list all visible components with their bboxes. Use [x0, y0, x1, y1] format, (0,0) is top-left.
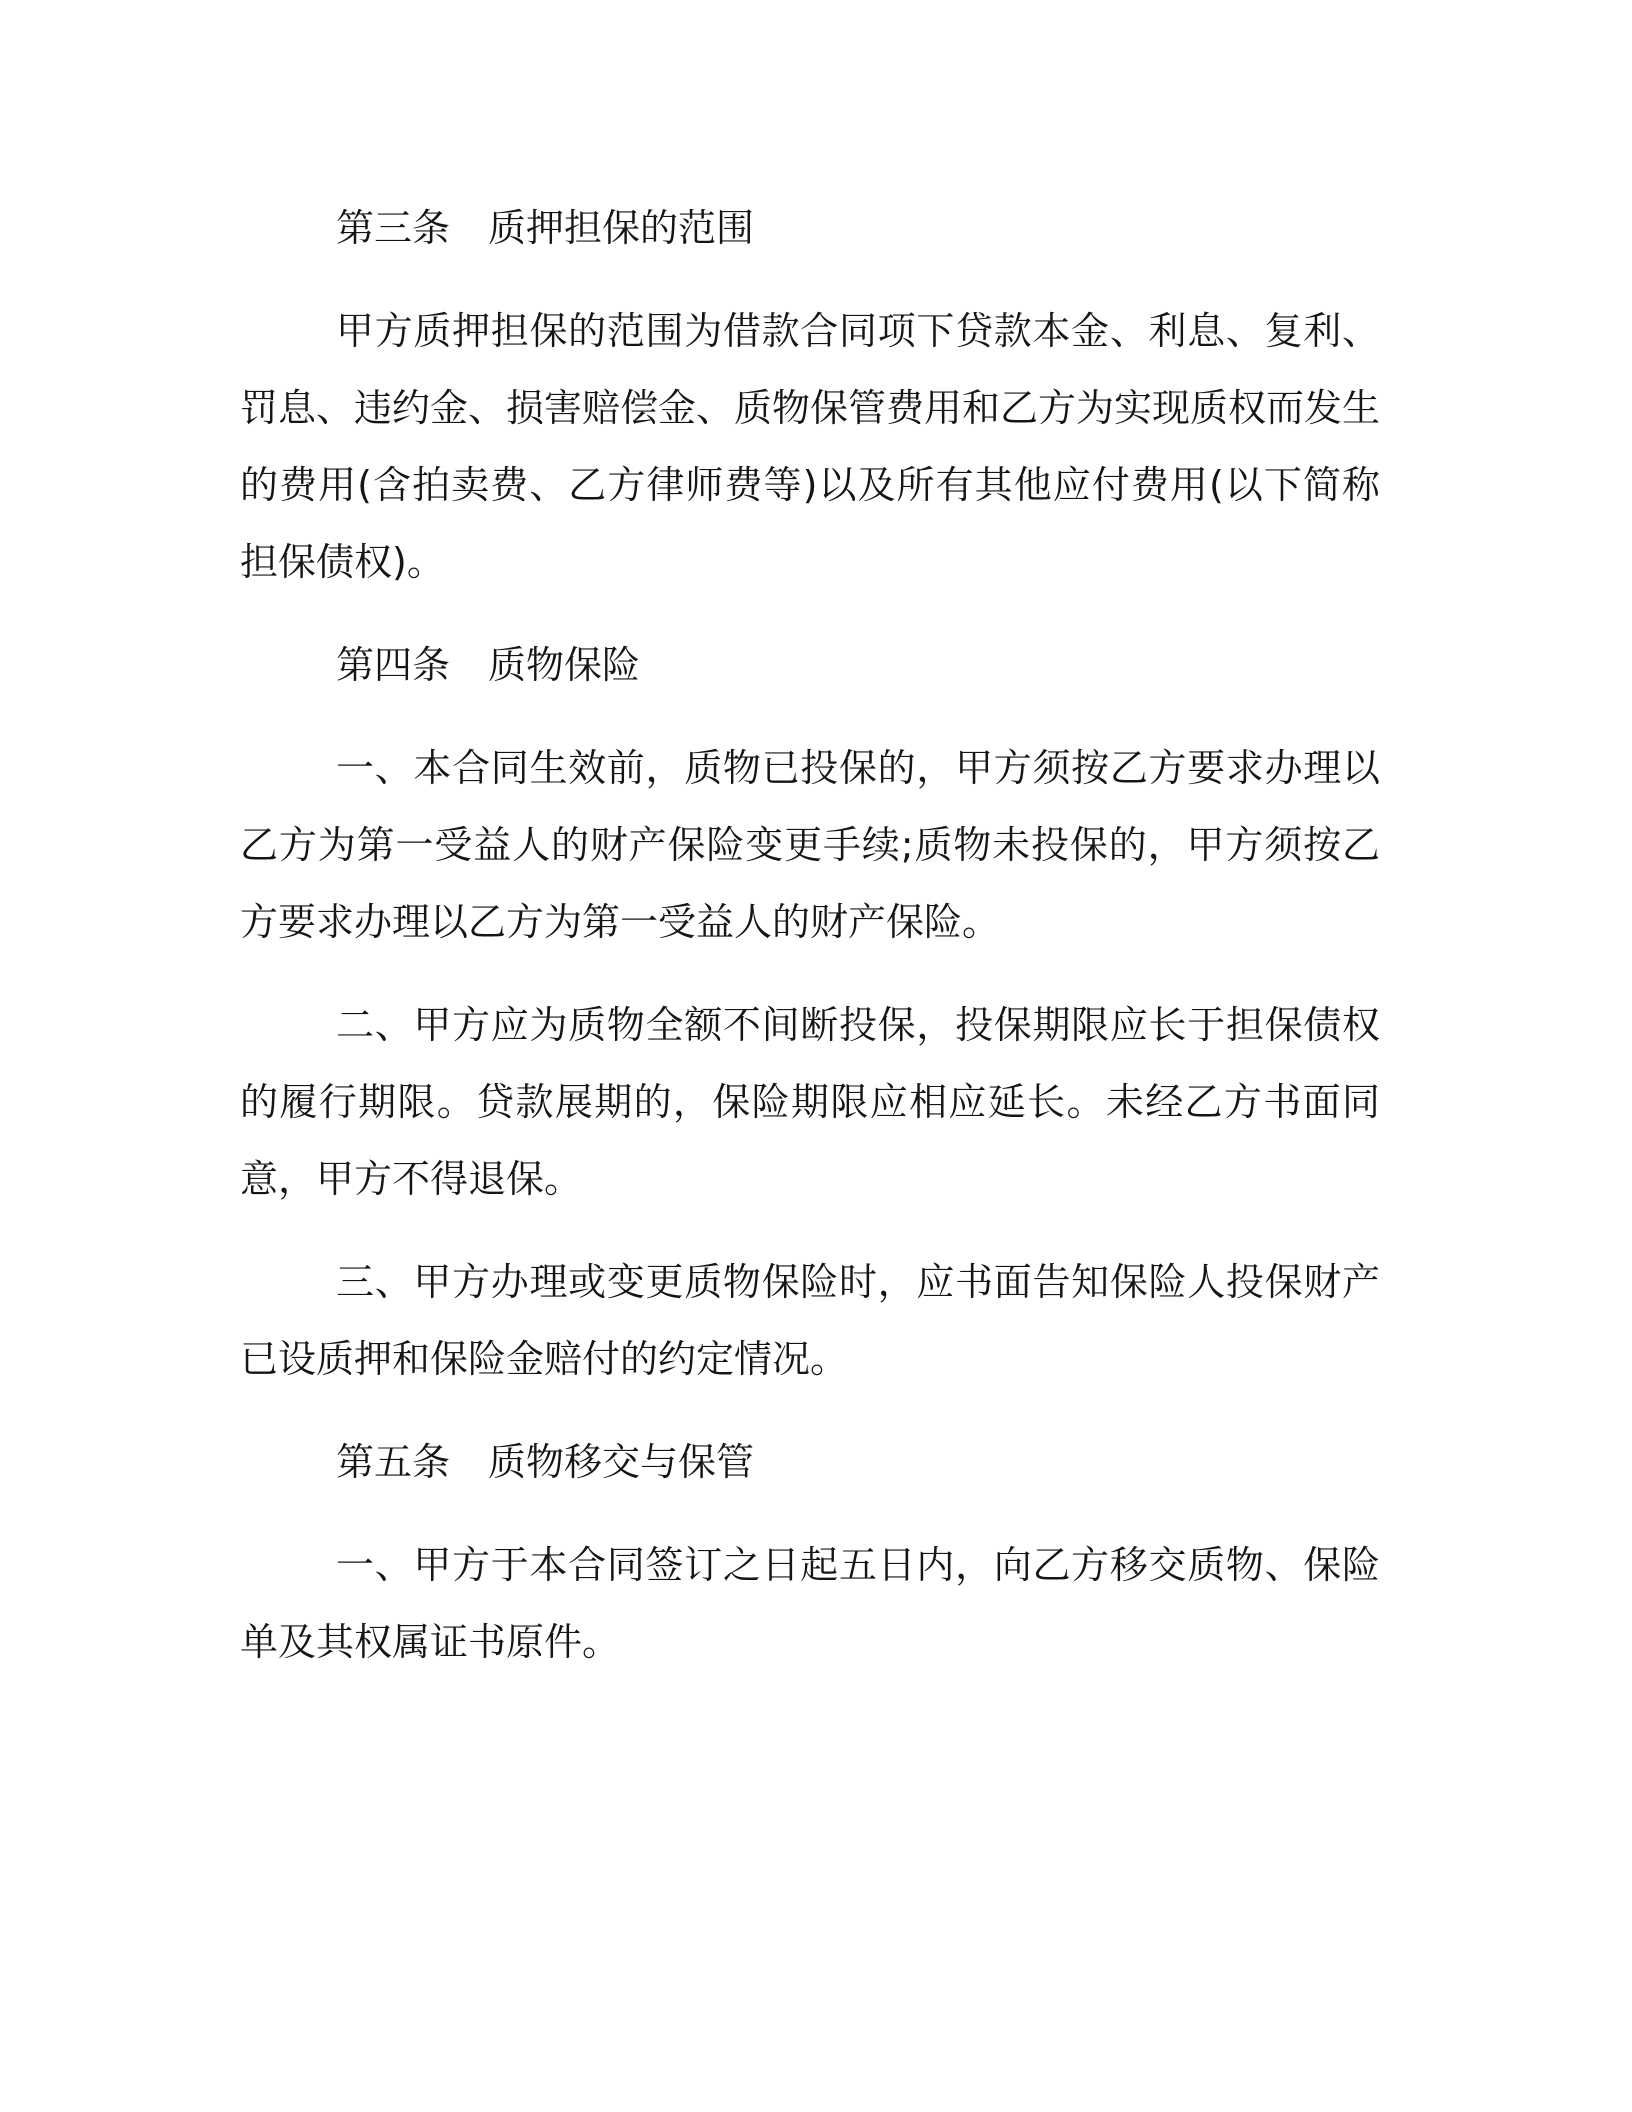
heading-number: 第四条 — [336, 643, 451, 687]
document-body — [240, 190, 1380, 1681]
heading-number: 第五条 — [336, 1440, 451, 1484]
paragraph: 甲方质押担保的范围为借款合同项下贷款本金、利息、复利、罚息、违约金、损害赔偿金、质物保管费用和乙方为实现质权而发生的费用(含拍卖费、乙方律师费等)以及所有其他应付费用(以下简称担保债权)。 — [240, 309, 1381, 584]
heading-title: 质物移交与保管 — [488, 1440, 755, 1484]
section-heading-article-3 — [240, 190, 1380, 267]
paragraph: 三、甲方办理或变更质物保险时，应书面告知保险人投保财产已设质押和保险金赔付的约定情况。 — [240, 1260, 1380, 1381]
paragraph: 一、本合同生效前，质物已投保的，甲方须按乙方要求办理以乙方为第一受益人的财产保险变更手续;质物未投保的，甲方须按乙方要求办理以乙方为第一受益人的财产保险。 — [240, 746, 1380, 944]
heading-title: 质押担保的范围 — [488, 206, 755, 250]
section-heading-article-5 — [240, 1424, 1380, 1501]
paragraph: 一、甲方于本合同签订之日起五日内，向乙方移交质物、保险单及其权属证书原件。 — [240, 1543, 1380, 1664]
heading-number: 第三条 — [336, 206, 451, 250]
section-heading-article-4 — [240, 627, 1380, 704]
paragraph: 二、甲方应为质物全额不间断投保，投保期限应长于担保债权的履行期限。贷款展期的，保险期限应相应延长。未经乙方书面同意，甲方不得退保。 — [240, 1003, 1380, 1201]
heading-title: 质物保险 — [488, 643, 641, 687]
